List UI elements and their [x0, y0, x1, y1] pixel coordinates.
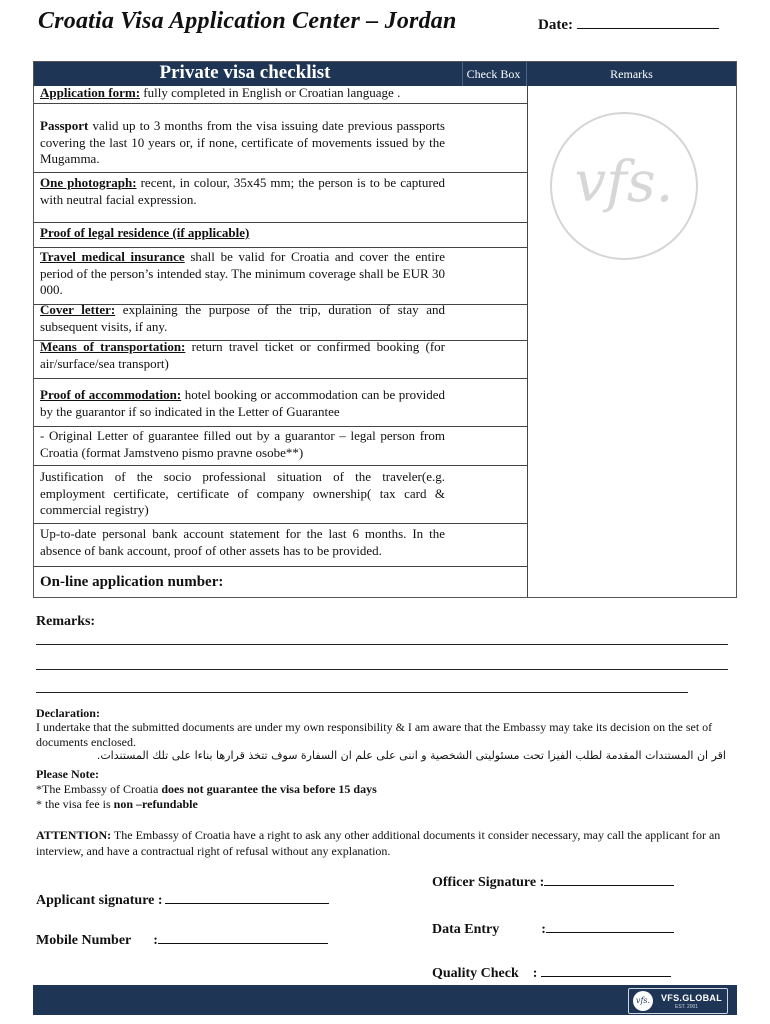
row-divider: [34, 523, 527, 524]
attention-label: ATTENTION:: [36, 828, 112, 842]
date-field[interactable]: [538, 16, 719, 34]
quality-check-label: Quality Check: [432, 966, 519, 981]
item-text: fully completed in English or Croatian language .: [140, 85, 401, 100]
note-bold: non –refundable: [113, 797, 198, 811]
declaration-arabic: اقر ان المستندات المقدمة لطلب الفيزا تحت مسئوليتى الشخصية و اننى على علم ان السفارة سوف تتخذ قرارها بناءا على تلك المستندات.: [96, 749, 726, 762]
list-item: [40, 85, 445, 102]
row-divider: [34, 103, 527, 104]
vfs-global-logo: [628, 988, 728, 1014]
officer-signature-label: Officer Signature :: [432, 875, 545, 890]
note-text: * the visa fee is: [36, 797, 114, 811]
list-item: [40, 428, 445, 461]
remarks-label: Remarks:: [36, 614, 96, 629]
item-label: Application form:: [40, 85, 141, 100]
signature-line: [546, 920, 674, 933]
item-text: hotel booking or accommodation can be provided by the guarantor if so indicated in the Letter of Guarantee: [40, 387, 446, 419]
quality-check-field[interactable]: [432, 964, 671, 982]
data-entry-label: Data Entry: [432, 922, 500, 937]
row-divider: [34, 222, 527, 223]
vfs-logo-name: VFS.GLOBAL: [661, 993, 722, 1003]
vfs-logo-mark: vfs.: [633, 991, 653, 1011]
date-line: [577, 16, 719, 29]
vfs-watermark: [550, 112, 698, 260]
column-divider: [527, 86, 528, 597]
declaration-heading: Declaration:: [36, 706, 100, 720]
attention-body: The Embassy of Croatia have a right to ask any other additional documents it consider necessary, may call the applicant for an interview, and have a contractual right of refusal without any explanation.: [36, 828, 721, 858]
row-divider: [34, 172, 527, 173]
remarks-header: Remarks: [526, 62, 736, 86]
note-bold: does not guarantee the visa before 15 days: [161, 782, 377, 796]
signature-line: [165, 891, 329, 904]
row-divider: [34, 566, 527, 567]
list-item: [40, 339, 445, 372]
item-label: Means of transportation:: [40, 339, 186, 354]
item-text: - Original Letter of guarantee filled out by a guarantor – legal person from Croatia (format Jamstveno pismo pravne osobe**): [40, 428, 445, 460]
signature-line: [544, 873, 674, 886]
check-box-header: Check Box: [462, 62, 524, 86]
online-application-number: On-line application number:: [40, 574, 224, 590]
list-item: [40, 225, 445, 242]
officer-signature-field[interactable]: [432, 873, 674, 891]
item-text: explaining the purpose of the trip, duration of stay and subsequent visits, if any.: [40, 302, 445, 334]
data-entry-colon: :: [541, 922, 546, 937]
mobile-number-field[interactable]: [36, 931, 328, 949]
item-label: Cover letter:: [40, 302, 116, 317]
list-item: [40, 175, 445, 208]
please-note-heading: Please Note:: [36, 767, 99, 781]
quality-colon: :: [532, 966, 538, 981]
mobile-colon: :: [153, 933, 158, 948]
declaration-text: I undertake that the submitted documents are under my own responsibility & I am aware that the Embassy may take its decision on the set of documents enclosed.: [36, 720, 713, 749]
list-item: [40, 118, 445, 168]
item-text: Justification of the socio professional situation of the traveler(e.g. employment certificate, certificate of company ownership( tax card & commercial registry): [40, 469, 445, 517]
item-label: Proof of accommodation:: [40, 387, 182, 402]
mobile-number-label: Mobile Number: [36, 933, 132, 948]
note-fee: [36, 797, 198, 812]
item-label: One photograph:: [40, 175, 137, 190]
attention-text: [36, 827, 731, 859]
vfs-logo-est: EST. 2001: [675, 1004, 699, 1010]
list-item: [40, 469, 445, 519]
row-divider: [34, 378, 527, 379]
remarks-line[interactable]: [36, 669, 728, 670]
row-divider: [34, 426, 527, 427]
list-item: [40, 302, 445, 335]
checklist-title: Private visa checklist: [159, 62, 331, 83]
item-text: shall be valid for Croatia and cover the entire period of the person’s intended stay. The minimum coverage shall be EUR 30 000.: [40, 249, 445, 297]
item-text: return travel ticket or confirmed booking (for air/surface/sea transport): [40, 339, 445, 371]
date-label: Date:: [538, 17, 573, 33]
remarks-line[interactable]: [36, 644, 728, 645]
row-divider: [34, 247, 527, 248]
applicant-signature-field[interactable]: [36, 891, 329, 909]
list-item: [40, 526, 445, 559]
item-text: recent, in colour, 35x45 mm; the person is to be captured with neutral facial expression.: [40, 175, 445, 207]
note-text: *The Embassy of Croatia: [36, 782, 162, 796]
signature-line: [541, 964, 671, 977]
data-entry-field[interactable]: [432, 920, 674, 938]
remarks-line[interactable]: [36, 692, 688, 693]
applicant-signature-label: Applicant signature :: [36, 893, 163, 908]
watermark-text: vfs.: [574, 150, 674, 215]
row-divider: [34, 465, 527, 466]
note-guarantee: [36, 782, 377, 797]
item-text: valid up to 3 months from the visa issuing date previous passports covering the last 10 years or, if none, certificate of movements issued by the Mugamma.: [40, 118, 445, 166]
signature-line: [158, 931, 328, 944]
item-label: Travel medical insurance: [40, 249, 185, 264]
list-item: [40, 249, 445, 299]
document-title: Croatia Visa Application Center – Jordan: [38, 8, 457, 34]
item-label: Proof of legal residence (if applicable): [40, 225, 250, 240]
item-text: Up-to-date personal bank account statement for the last 6 months. In the absence of bank account, proof of other assets has to be provided.: [40, 526, 445, 558]
list-item: [40, 387, 445, 420]
item-label: Passport: [40, 118, 89, 133]
